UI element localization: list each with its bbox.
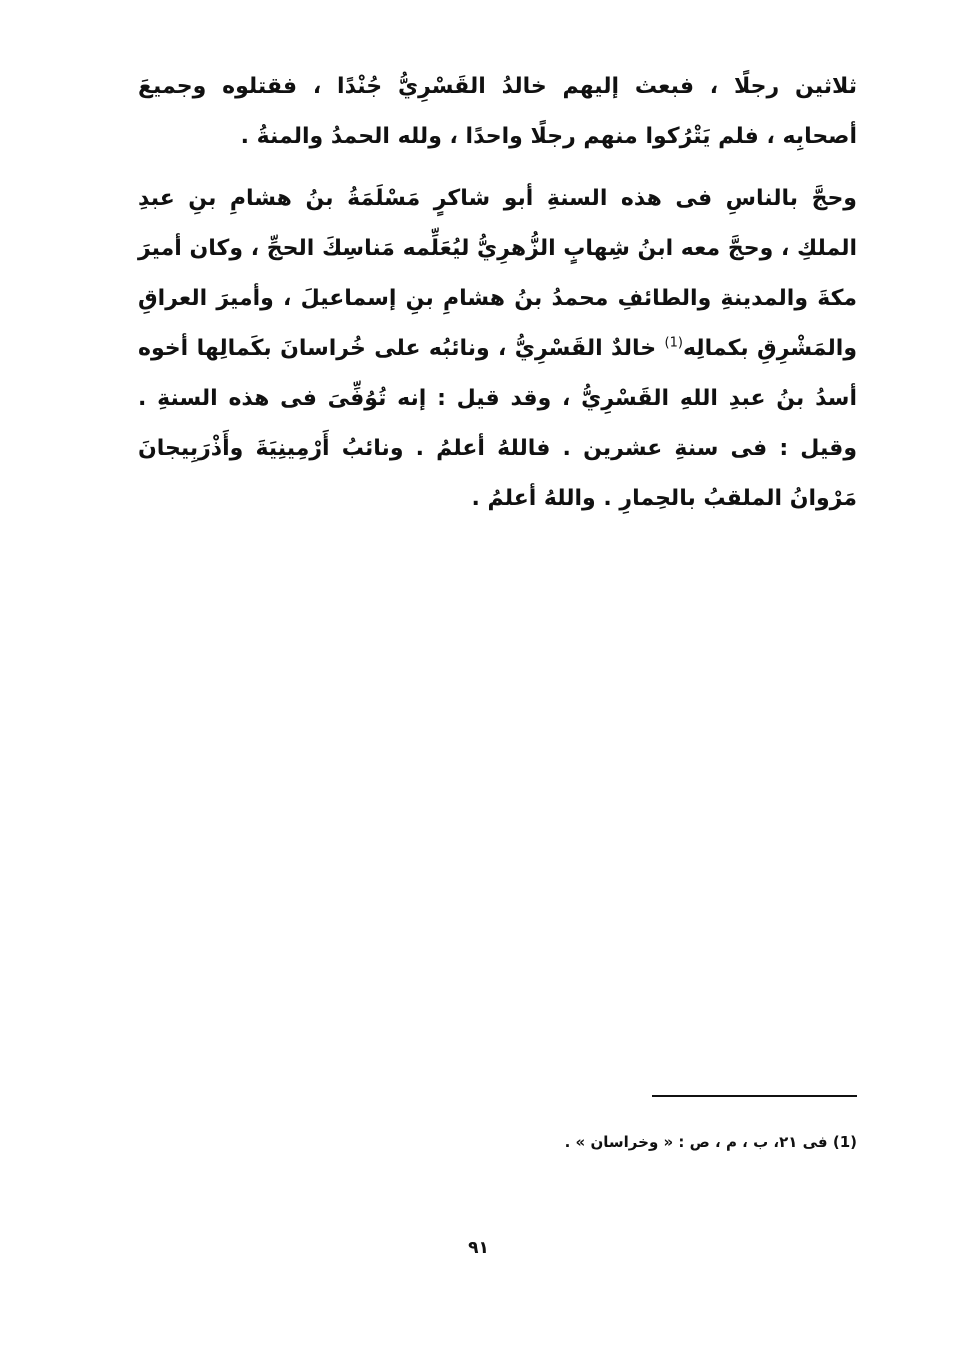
paragraph-2-text-before-ref: وحجَّ بالناسِ فى هذه السنةِ أبو شاكرٍ مَسْلَمَةُ بنُ هشامِ بنِ عبدِ الملكِ ، وحجَّ معه ابنُ شِهابٍ الزُّهرِيُّ ليُعَلِّمه مَناسِكَ الحجِّ ، وكان أميرَ مكةَ والمدينةِ والطائفِ محمدُ بنُ هشامِ بنِ إسماعيلَ ، وأميرَ العراقِ والمَشْرِقِ بكمالِه [138, 186, 857, 361]
paragraph-2 [138, 174, 857, 524]
footnote-reference[interactable]: (1) [664, 335, 683, 351]
paragraph-2-text-after-ref: خالدٌ القَسْرِيُّ ، ونائبُه على خُراسانَ بكَمالِها أخوه أسدُ بنُ عبدِ اللهِ القَسْرِيُّ ، وقد قيل : إنه تُوُفِّىَ فى هذه السنةِ . وقيل : فى سنةِ عشرين . فاللهُ أعلمُ . ونائبُ أَرْمِينِيَةَ وأَذْرَبِيجانَ مَرْوانُ الملقبُ بالحِمارِ . واللهُ أعلمُ . [138, 336, 857, 511]
footnote-1: (1) فى ٢١، ب ، م ، ص : « وخراسان » . [564, 1133, 857, 1151]
paragraph-1-text: ثلاثين رجلًا ، فبعث إليهم خالدُ القَسْرِيُّ جُنْدًا ، فقتلوه وجميعَ أصحابِه ، فلم يَتْرُكوا منهم رجلًا واحدًا ، ولله الحمدُ والمنةُ . [138, 74, 857, 149]
footnote-divider [652, 1095, 857, 1097]
page-number: ٩١ [468, 1238, 489, 1258]
paragraph-1 [138, 62, 857, 162]
main-text [138, 62, 857, 524]
